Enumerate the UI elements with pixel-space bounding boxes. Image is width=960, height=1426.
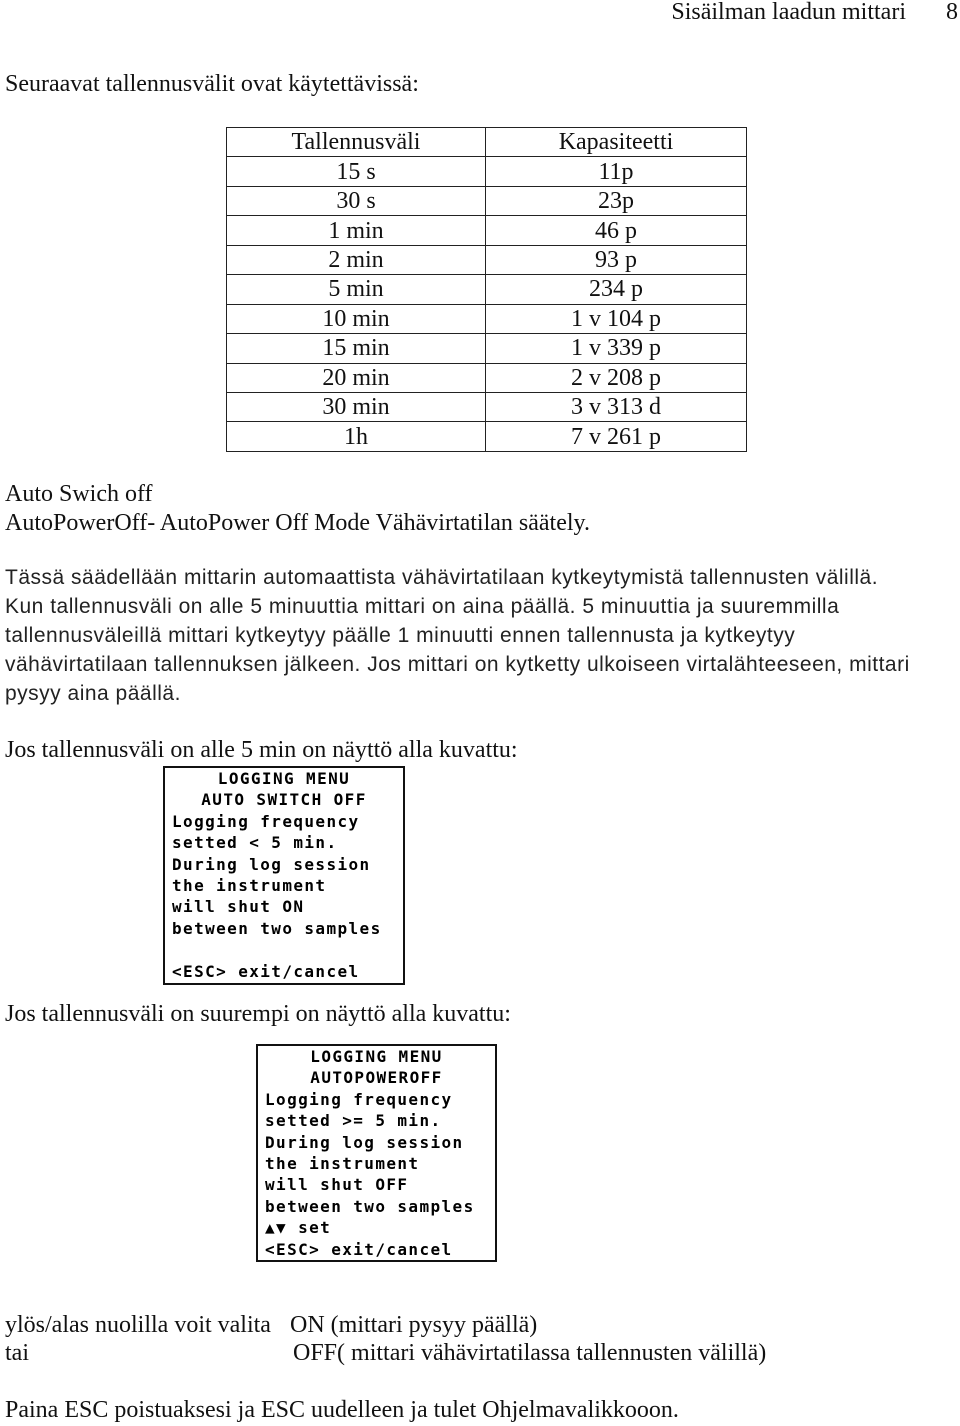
table-row [227,304,747,333]
paragraph-line: pysyy aina päällä. [5,682,181,705]
lcd-text-line: Logging frequency [172,811,360,831]
lcd-text-line: between two samples [172,918,382,938]
screen-5min-or-more-caption: Jos tallennusväli on suurempi on näyttö alla kuvattu: [5,1001,511,1027]
intro-text: Seuraavat tallennusvälit ovat käytettävissä: [5,71,419,97]
screen-below-5min-caption: Jos tallennusväli on alle 5 min on näyttö alla kuvattu: [5,737,518,763]
capacity-cell: 23p [486,186,747,215]
auto-switch-heading: Auto Swich off [5,481,153,507]
capacity-column-header: Kapasiteetti [486,128,747,157]
interval-cell: 30 s [227,186,486,215]
paragraph-line: Kun tallennusväli on alle 5 minuuttia mittari on aina päällä. 5 minuuttia ja suuremmilla [5,595,840,618]
interval-cell: 30 min [227,392,486,421]
interval-cell: 1 min [227,216,486,245]
lcd-text-line: setted >= 5 min. [265,1111,442,1131]
lcd-text-line: will shut OFF [265,1175,409,1195]
running-header-title: Sisäilman laadun mittari [671,0,906,25]
paragraph-line: tallennusväleillä mittari kytkeytyy päälle 1 minuutti ennen tallennusta ja kytkeytyy [5,624,796,647]
lcd-text-line: will shut ON [172,897,305,917]
capacity-cell: 7 v 261 p [486,422,747,451]
capacity-cell: 93 p [486,245,747,274]
selection-on-option: ON (mittari pysyy päällä) [290,1312,538,1338]
capacity-cell: 234 p [486,275,747,304]
page-number: 8 [946,0,958,25]
interval-cell: 1h [227,422,486,451]
lcd-esc-hint: <ESC> exit/cancel [172,961,360,981]
table-row [227,334,747,363]
capacity-cell: 3 v 313 d [486,392,747,421]
interval-cell: 5 min [227,275,486,304]
closing-instruction: Paina ESC poistuaksesi ja ESC uudelleen ja tulet Ohjelmavalikkooon. [5,1397,679,1423]
interval-column-header: Tallennusväli [227,128,486,157]
lcd-text-line: the instrument [172,875,327,895]
description-paragraph [5,563,910,708]
lcd-text-line: between two samples [265,1196,475,1216]
lcd-screen-autopoweroff [256,1044,497,1262]
capacity-cell: 1 v 104 p [486,304,747,333]
lcd-mode-title: AUTOPOWEROFF [310,1068,443,1088]
capacity-cell: 46 p [486,216,747,245]
table-row [227,422,747,451]
lcd-screen-auto-switch-off [163,766,405,985]
lcd-text-line: Logging frequency [265,1089,453,1109]
table-row [227,216,747,245]
interval-cell: 20 min [227,363,486,392]
selection-off-option: OFF( mittari vähävirtatilassa tallennusten välillä) [293,1340,767,1366]
selection-conjunction: tai [5,1340,29,1366]
lcd-esc-hint: <ESC> exit/cancel [265,1239,453,1259]
paragraph-line: Tässä säädellään mittarin automaattista vähävirtatilaan kytkeytymistä tallennusten välillä. [5,566,879,589]
lcd-arrow-set-hint: ▲▼ set [265,1218,332,1238]
paragraph-line: vähävirtatilaan tallennuksen jälkeen. Jos mittari on kytketty ulkoiseen virtalähteeseen, mittari [5,653,910,676]
lcd-text-line: the instrument [265,1153,420,1173]
logging-interval-table [226,127,747,452]
table-row [227,245,747,274]
table-row [227,186,747,215]
table-row [227,392,747,421]
lcd-text-line: During log session [172,854,371,874]
interval-cell: 15 s [227,157,486,186]
interval-cell: 15 min [227,334,486,363]
capacity-cell: 11p [486,157,747,186]
capacity-cell: 2 v 208 p [486,363,747,392]
autopoweroff-mode-line: AutoPowerOff- AutoPower Off Mode Vähävirtatilan säätely. [5,510,590,536]
selection-prompt: ylös/alas nuolilla voit valita [5,1312,271,1338]
table-row [227,275,747,304]
lcd-menu-title: LOGGING MENU [217,769,351,788]
table-header-row [227,128,747,157]
table-row [227,157,747,186]
interval-cell: 10 min [227,304,486,333]
interval-cell: 2 min [227,245,486,274]
lcd-text-line: setted < 5 min. [172,833,338,853]
lcd-text-line: During log session [265,1132,464,1152]
capacity-cell: 1 v 339 p [486,334,747,363]
lcd-mode-title: AUTO SWITCH OFF [201,790,367,810]
table-row [227,363,747,392]
lcd-menu-title: LOGGING MENU [310,1047,443,1066]
